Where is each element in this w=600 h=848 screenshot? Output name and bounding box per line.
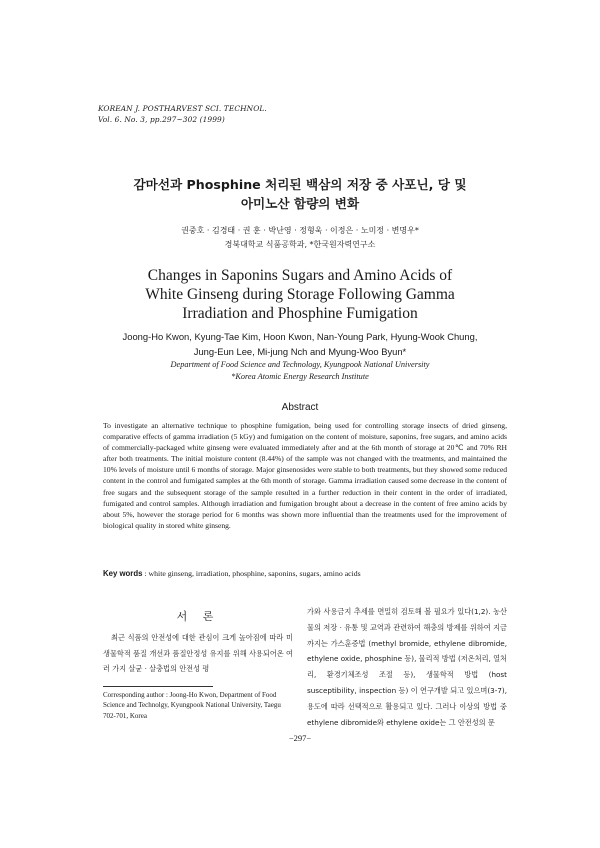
english-title-line-1: Changes in Saponins Sugars and Amino Acids of xyxy=(147,267,453,284)
journal-volume: Vol. 6. No. 3, pp.297~302 (1999) xyxy=(98,114,225,124)
english-authors-line-2: Jung-Eun Lee, Mi-jung Nch and Myung-Woo Byun* xyxy=(193,345,407,357)
right-column xyxy=(307,604,507,730)
korean-affiliation: 경북대학교 식품공학과, *한국원자력연구소 xyxy=(224,240,376,249)
abstract-text: To investigate an alternative technique to phosphine fumigation, being used for controlling storage insects of dried ginseng, comparative effects of gamma irradiation (5 kGy) and fumigation on the content of moisture, saponins, free sugars, and amino acids of commercially-packaged white ginseng were evaluated immediately after and at the 6th month of storage at 20℃ and 70% RH after both treatments. The initial moisture content (8.44%) of the sample was not changed with the treatments, and maintained the 10% levels of moisture until 6 months of storage. Major ginsenosides were stable to both treatments, but they showed some reduced content in the control and fumigated samples at the 6th month of storage. Gamma irradiation caused some decrease in the content of free sugars and the subsequent storage of the sample resulted in a further reduction in their content in the order of irradiated, fumigated and control samples. Although irradiation and fumigation brought about a decrease in the content of free amino acids by about 5%, however the storage period for 6 months was shown more influential than the treatments used for the improvement of biological quality in stored white ginseng. xyxy=(103,421,507,530)
korean-authors: 권중호 · 김경태 · 권 훈 · 박난영 · 정형욱 · 이정은 · 노미정 · 변명우* xyxy=(181,226,419,235)
korean-title-line-1: 감마선과 Phosphine 처리된 백삼의 저장 중 사포닌, 당 및 xyxy=(133,177,467,192)
korean-title-line-2: 아미노산 함량의 변화 xyxy=(240,196,360,211)
left-column xyxy=(103,630,293,677)
journal-name: KOREAN J. POSTHARVEST SCI. TECHNOL. xyxy=(98,104,267,113)
affiliation-line-1: Department of Food Science and Technology, Kyungpook National University xyxy=(170,360,430,369)
english-authors xyxy=(80,330,520,359)
journal-header xyxy=(98,104,267,125)
keywords xyxy=(103,568,507,579)
english-authors-line-1: Joong-Ho Kwon, Kyung-Tae Kim, Hoon Kwon, Nan-Young Park, Hyung-Wook Chung, xyxy=(122,331,478,342)
introduction-left-paragraph: 최근 식품의 안전성에 대한 관심이 크게 높아짐에 따라 미생물학적 품질 개선과 품질안정성 유지를 위해 사용되어온 여러 가지 살균 · 살충법의 안전성 평 xyxy=(103,633,293,673)
english-title xyxy=(80,266,520,323)
page-number: −297− xyxy=(288,733,312,743)
corresponding-author-footnote: Corresponding author : Joong-Ho Kwon, Department of Food Science and Technolgy, Kyungpook National University, Taegu 702-701, Korea xyxy=(103,691,281,720)
keywords-list: : white ginseng, irradiation, phosphine, saponins, sugars, amino acids xyxy=(144,569,361,578)
affiliation-line-2: *Korea Atomic Energy Research Institute xyxy=(231,371,369,381)
introduction-right-paragraph: 가와 사용금지 추세를 면밀히 검토해 볼 필요가 있다(1,2). 농산물의 저장 · 유통 및 교역과 관련하여 해충의 방제를 위하여 지금까지는 가스훈증법 (methyl bromide, ethylene dibromide, ethylene oxide, phosphine 등), 물리적 방법 (저온처리, 열처리, 환경기체조성 조절 등), 생물학적 방법 (host susceptibility, inspection 등) 이 연구개발 되고 있으며(3-7), 용도에 따라 선택적으로 활용되고 있다. 그러나 이상의 방법 중 ethylene dibromide와 ethylene oxide는 그 안전성의 문 xyxy=(307,607,507,727)
english-affiliations xyxy=(80,359,520,382)
korean-title xyxy=(80,175,520,213)
korean-author-block xyxy=(80,224,520,252)
english-title-line-2: White Ginseng during Storage Following Gamma xyxy=(145,286,455,303)
introduction-heading: 서 론 xyxy=(176,610,220,623)
english-title-line-3: Irradiation and Phosphine Fumigation xyxy=(182,305,418,322)
abstract-heading: Abstract xyxy=(281,402,319,413)
keywords-label: Key words xyxy=(103,569,143,578)
footnote-rule xyxy=(103,686,213,687)
